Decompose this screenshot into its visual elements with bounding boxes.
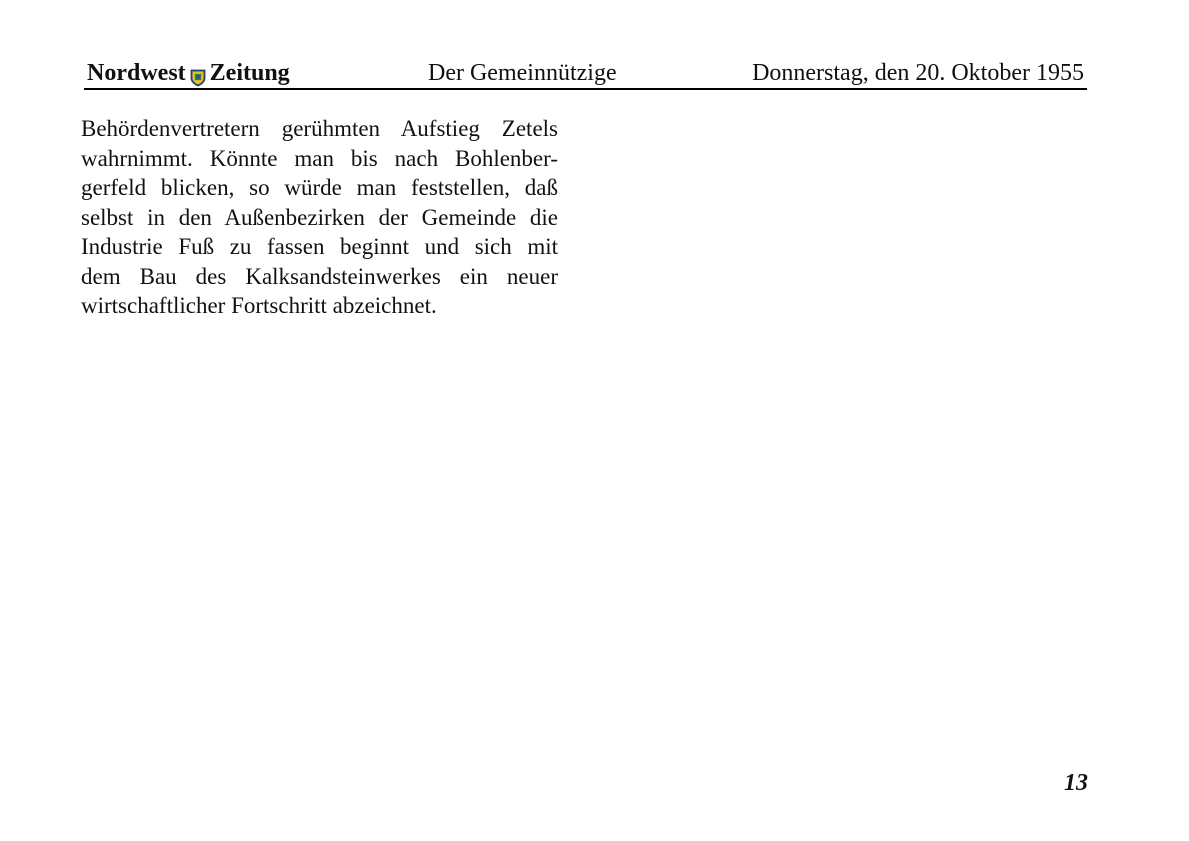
article-text (81, 114, 558, 321)
article-line: gerfeld blicken, so würde man feststellen, daß (81, 175, 558, 200)
masthead-name-part2: Zeitung (209, 60, 290, 86)
article-line: wahrnimmt. Könnte man bis nach Bohlenber- (81, 145, 558, 171)
coat-of-arms-icon (190, 65, 206, 83)
section-title: Der Gemeinnützige (428, 60, 617, 86)
masthead (87, 58, 290, 88)
article-line: dem Bau des Kalksandsteinwerkes ein neuer (81, 263, 558, 289)
article-line: Behördenvertretern gerühmten Aufstieg Zetels (81, 116, 558, 141)
article-line: wirtschaftlicher Fortschritt abzeichnet. (81, 293, 437, 318)
page-header (84, 58, 1087, 90)
page-number: 13 (1064, 770, 1088, 796)
article-line: Industrie Fuß zu fassen beginnt und sich mit (81, 234, 558, 259)
article-line: selbst in den Außenbezirken der Gemeinde die (81, 204, 558, 230)
issue-date: Donnerstag, den 20. Oktober 1955 (752, 60, 1084, 86)
masthead-name-part1: Nordwest (87, 60, 186, 86)
